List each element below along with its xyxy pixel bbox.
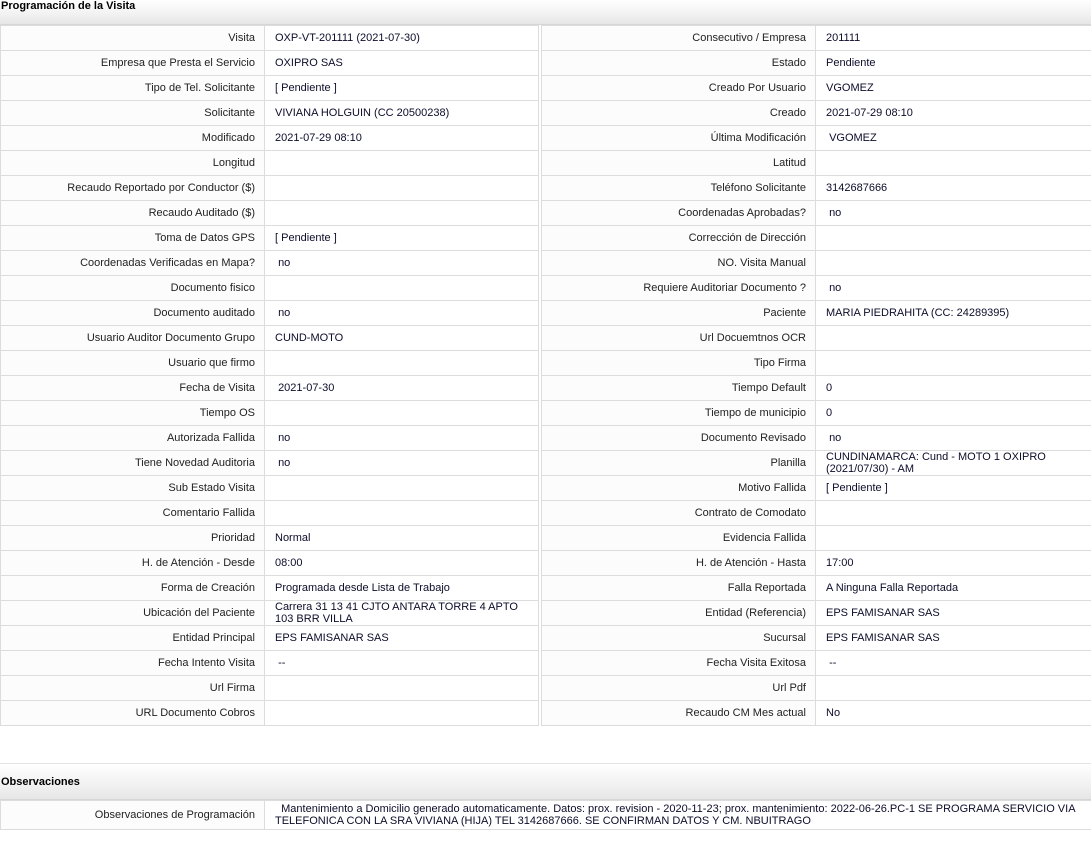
field-label: Tiene Novedad Auditoria [1, 451, 265, 476]
field-label: Recaudo CM Mes actual [542, 701, 816, 726]
table-row [1, 301, 1091, 326]
field-value: -- [816, 651, 1091, 676]
field-label: Toma de Datos GPS [1, 226, 265, 251]
field-label: Evidencia Fallida [542, 526, 816, 551]
field-label: Tiempo OS [1, 401, 265, 426]
field-value: no [265, 251, 539, 276]
table-row [1, 376, 1091, 401]
field-label: Consecutivo / Empresa [542, 26, 816, 51]
field-label: Modificado [1, 126, 265, 151]
field-value [265, 151, 539, 176]
table-row [1, 126, 1091, 151]
field-value [816, 501, 1091, 526]
field-label: Tiempo de municipio [542, 401, 816, 426]
field-label: Ubicación del Paciente [1, 601, 265, 626]
field-label: Motivo Fallida [542, 476, 816, 501]
table-row [1, 451, 1091, 476]
field-value [265, 276, 539, 301]
field-value: Normal [265, 526, 539, 551]
field-value: [ Pendiente ] [816, 476, 1091, 501]
field-value: -- [265, 651, 539, 676]
field-value [816, 676, 1091, 701]
field-label: Fecha de Visita [1, 376, 265, 401]
field-label: Latitud [542, 151, 816, 176]
field-label: Longitud [1, 151, 265, 176]
field-value: Pendiente [816, 51, 1091, 76]
field-label: Autorizada Fallida [1, 426, 265, 451]
field-label: Tipo Firma [542, 351, 816, 376]
field-value: A Ninguna Falla Reportada [816, 576, 1091, 601]
field-label: Prioridad [1, 526, 265, 551]
visit-details-table [0, 25, 1091, 726]
field-label: Solicitante [1, 101, 265, 126]
field-label: Usuario que firmo [1, 351, 265, 376]
field-value: Carrera 31 13 41 CJTO ANTARA TORRE 4 APTO 103 BRR VILLA [265, 601, 539, 626]
field-label: Creado Por Usuario [542, 76, 816, 101]
field-value: EPS FAMISANAR SAS [265, 626, 539, 651]
field-value [265, 351, 539, 376]
field-value: 0 [816, 401, 1091, 426]
field-value [816, 226, 1091, 251]
field-label: Entidad (Referencia) [542, 601, 816, 626]
field-label: Falla Reportada [542, 576, 816, 601]
field-label: Usuario Auditor Documento Grupo [1, 326, 265, 351]
field-label: NO. Visita Manual [542, 251, 816, 276]
field-label: Coordenadas Aprobadas? [542, 201, 816, 226]
field-value: no [816, 426, 1091, 451]
table-row [1, 226, 1091, 251]
field-value: no [816, 201, 1091, 226]
field-label: H. de Atención - Desde [1, 551, 265, 576]
field-value: VGOMEZ [816, 126, 1091, 151]
field-label: H. de Atención - Hasta [542, 551, 816, 576]
table-row [1, 601, 1091, 626]
section-header-observaciones [0, 763, 1091, 800]
field-value: 2021-07-29 08:10 [816, 101, 1091, 126]
table-row [1, 401, 1091, 426]
field-label: Fecha Intento Visita [1, 651, 265, 676]
field-label: Última Modificación [542, 126, 816, 151]
field-value: OXIPRO SAS [265, 51, 539, 76]
field-value: EPS FAMISANAR SAS [816, 626, 1091, 651]
field-value: CUND-MOTO [265, 326, 539, 351]
table-row [1, 326, 1091, 351]
field-value: EPS FAMISANAR SAS [816, 601, 1091, 626]
section-header-programacion [0, 0, 1091, 25]
field-value: 201111 [816, 26, 1091, 51]
table-row [1, 151, 1091, 176]
field-label: Tiempo Default [542, 376, 816, 401]
field-value: CUNDINAMARCA: Cund - MOTO 1 OXIPRO (2021/07/30) - AM [816, 451, 1091, 476]
field-label: Documento auditado [1, 301, 265, 326]
field-label: Documento fisico [1, 276, 265, 301]
field-label: Comentario Fallida [1, 501, 265, 526]
field-label: Sucursal [542, 626, 816, 651]
field-value: [ Pendiente ] [265, 226, 539, 251]
table-row [1, 251, 1091, 276]
field-value: Programada desde Lista de Trabajo [265, 576, 539, 601]
field-label: Entidad Principal [1, 626, 265, 651]
field-value: 2021-07-30 [265, 376, 539, 401]
field-label: Observaciones de Programación [1, 801, 265, 830]
field-label: Url Docuemtnos OCR [542, 326, 816, 351]
section-title: Observaciones [1, 776, 80, 788]
observations-table [0, 800, 1091, 830]
field-value [265, 701, 539, 726]
table-row [1, 476, 1091, 501]
field-value: VIVIANA HOLGUIN (CC 20500238) [265, 101, 539, 126]
table-row [1, 651, 1091, 676]
field-label: Url Pdf [542, 676, 816, 701]
field-label: Corrección de Dirección [542, 226, 816, 251]
field-label: Coordenadas Verificadas en Mapa? [1, 251, 265, 276]
field-value: 17:00 [816, 551, 1091, 576]
table-row [1, 176, 1091, 201]
field-label: Estado [542, 51, 816, 76]
field-value [816, 351, 1091, 376]
field-value: No [816, 701, 1091, 726]
field-label: Tipo de Tel. Solicitante [1, 76, 265, 101]
field-value: 2021-07-29 08:10 [265, 126, 539, 151]
table-row [1, 576, 1091, 601]
field-value: no [816, 276, 1091, 301]
field-label: Paciente [542, 301, 816, 326]
table-row [1, 676, 1091, 701]
field-value [265, 676, 539, 701]
table-row [1, 201, 1091, 226]
table-row [1, 551, 1091, 576]
field-label: Documento Revisado [542, 426, 816, 451]
field-value [265, 201, 539, 226]
field-value [265, 401, 539, 426]
table-row [1, 626, 1091, 651]
field-value: OXP-VT-201111 (2021-07-30) [265, 26, 539, 51]
field-value [265, 176, 539, 201]
field-label: URL Documento Cobros [1, 701, 265, 726]
field-label: Creado [542, 101, 816, 126]
section-title: Programación de la Visita [1, 0, 136, 12]
table-row [1, 501, 1091, 526]
table-row [1, 26, 1091, 51]
table-row [1, 426, 1091, 451]
field-value [816, 251, 1091, 276]
field-label: Fecha Visita Exitosa [542, 651, 816, 676]
field-value: no [265, 451, 539, 476]
field-label: Planilla [542, 451, 816, 476]
field-label: Empresa que Presta el Servicio [1, 51, 265, 76]
field-value: no [265, 426, 539, 451]
field-value: MARIA PIEDRAHITA (CC: 24289395) [816, 301, 1091, 326]
field-value: VGOMEZ [816, 76, 1091, 101]
table-row [1, 51, 1091, 76]
field-value [816, 526, 1091, 551]
field-value [816, 326, 1091, 351]
field-value [265, 476, 539, 501]
field-label: Contrato de Comodato [542, 501, 816, 526]
field-value: 08:00 [265, 551, 539, 576]
table-row [1, 101, 1091, 126]
field-label: Url Firma [1, 676, 265, 701]
field-label: Forma de Creación [1, 576, 265, 601]
field-value [816, 151, 1091, 176]
table-row [1, 701, 1091, 726]
field-value [265, 501, 539, 526]
field-label: Recaudo Auditado ($) [1, 201, 265, 226]
field-label: Requiere Auditoriar Documento ? [542, 276, 816, 301]
field-value: 0 [816, 376, 1091, 401]
field-label: Sub Estado Visita [1, 476, 265, 501]
table-row [1, 801, 1091, 830]
field-value: 3142687666 [816, 176, 1091, 201]
field-label: Visita [1, 26, 265, 51]
table-row [1, 76, 1091, 101]
table-row [1, 351, 1091, 376]
field-label: Recaudo Reportado por Conductor ($) [1, 176, 265, 201]
field-label: Teléfono Solicitante [542, 176, 816, 201]
table-row [1, 526, 1091, 551]
table-row [1, 276, 1091, 301]
field-value: no [265, 301, 539, 326]
field-value: [ Pendiente ] [265, 76, 539, 101]
field-value: Mantenimiento a Domicilio generado automaticamente. Datos: prox. revision - 2020-11-23; prox. mantenimiento: 2022-06-26.PC-1 SE PROGRAMA SERVICIO VIA TELEFONICA CON LA SRA VIVIANA (HIJA) TEL 3142687666. SE CONFIRMAN DATOS Y CM. NBUITRAGO [265, 801, 1091, 830]
